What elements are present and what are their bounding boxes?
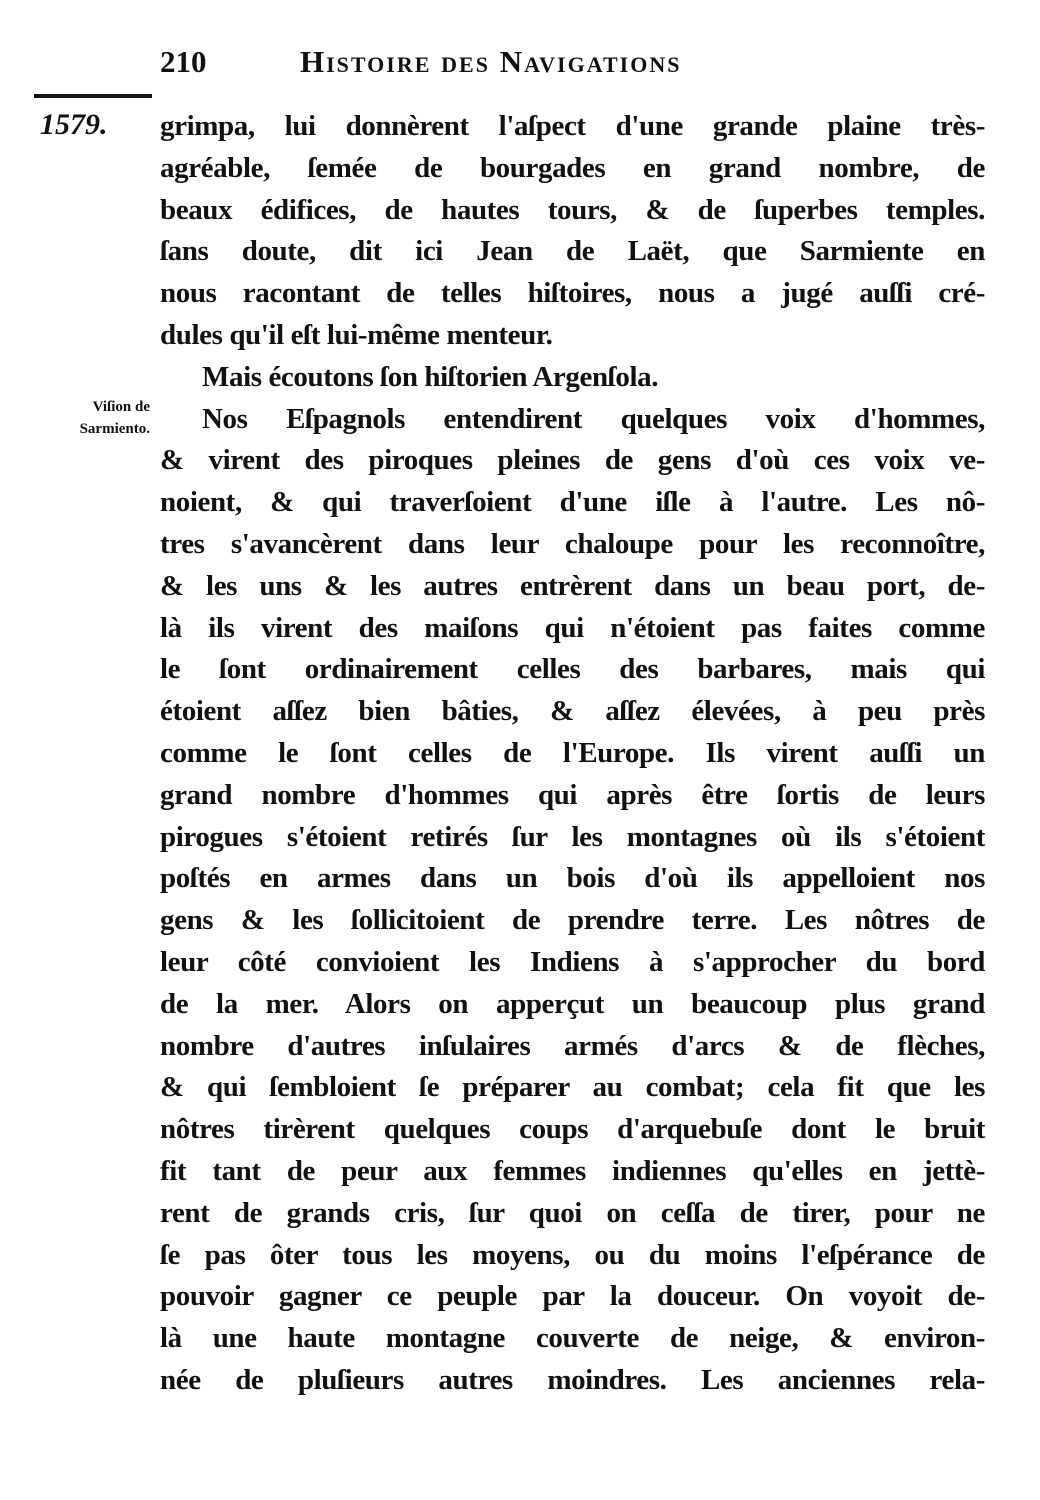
- text-line: Nos Eſpagnols entendirent quelques voix d'hommes,: [202, 402, 985, 435]
- text-line: grimpa, lui donnèrent l'aſpect d'une grande plaine très-: [160, 110, 985, 142]
- text-line: étoient aſſez bien bâties, & aſſez élevées, à peu près: [160, 695, 985, 728]
- text-line: grand nombre d'hommes qui après être ſortis de leurs: [160, 778, 985, 811]
- text-line: de la mer. Alors on apperçut un beaucoup plus grand: [160, 987, 985, 1020]
- margin-note-line: Viſion de: [92, 399, 150, 415]
- text-line: agréable, ſemée de bourgades en grand nombre, de: [160, 151, 985, 184]
- text-line: leur côté convioient les Indiens à s'approcher du bord: [160, 945, 985, 978]
- text-line: Mais écoutons ſon hiſtorien Argenſola.: [202, 360, 659, 393]
- text-line: rent de grands cris, ſur quoi on ceſſa de tirer, pour ne: [160, 1196, 985, 1229]
- text-line: noient, & qui traverſoient d'une iſle à l'autre. Les nô-: [160, 486, 985, 519]
- text-line: & qui ſembloient ſe préparer au combat; cela fit que les: [160, 1071, 985, 1104]
- margin-year: 1579.: [40, 108, 108, 141]
- text-line: là ils virent des maiſons qui n'étoient pas faites comme: [160, 611, 985, 644]
- text-line: pouvoir gagner ce peuple par la douceur. On voyoit de-: [160, 1280, 985, 1313]
- text-line: poſtés en armes dans un bois d'où ils appelloient nos: [160, 862, 985, 895]
- text-line: le ſont ordinairement celles des barbares, mais qui: [160, 653, 985, 686]
- text-line: gens & les ſollicitoient de prendre terre. Les nôtres de: [160, 904, 985, 937]
- text-line: pirogues s'étoient retirés ſur les montagnes où ils s'étoient: [160, 820, 985, 853]
- text-line: & virent des piroques pleines de gens d'où ces voix ve-: [160, 444, 985, 477]
- text-line: nombre d'autres inſulaires armés d'arcs & de flèches,: [160, 1029, 985, 1062]
- margin-note: [28, 396, 150, 440]
- text-line: comme le ſont celles de l'Europe. Ils virent auſſi un: [160, 736, 985, 769]
- margin-rule: [34, 94, 152, 98]
- text-line: nous racontant de telles hiſtoires, nous a jugé auſſi cré-: [160, 277, 985, 310]
- text-line: là une haute montagne couverte de neige, & environ-: [160, 1322, 985, 1355]
- body-text: [160, 106, 985, 1402]
- margin-note-line: Sarmiento.: [79, 421, 150, 437]
- running-title: Histoire des Navigations: [300, 44, 682, 79]
- text-line: ſans doute, dit ici Jean de Laët, que Sarmiente en: [160, 235, 985, 268]
- text-line: beaux édifices, de hautes tours, & de ſuperbes temples.: [160, 193, 985, 226]
- page-number: 210: [160, 44, 207, 79]
- text-line: dules qu'il eſt lui-même menteur.: [160, 318, 553, 351]
- text-line: & les uns & les autres entrèrent dans un beau port, de-: [160, 569, 985, 602]
- text-line: ſe pas ôter tous les moyens, ou du moins l'eſpérance de: [160, 1238, 985, 1271]
- text-line: nôtres tirèrent quelques coups d'arquebuſe dont le bruit: [160, 1113, 985, 1146]
- text-line: née de pluſieurs autres moindres. Les anciennes rela-: [160, 1363, 985, 1396]
- text-line: tres s'avancèrent dans leur chaloupe pour les reconnoître,: [160, 527, 985, 560]
- text-line: fit tant de peur aux femmes indiennes qu'elles en jettè-: [160, 1154, 985, 1187]
